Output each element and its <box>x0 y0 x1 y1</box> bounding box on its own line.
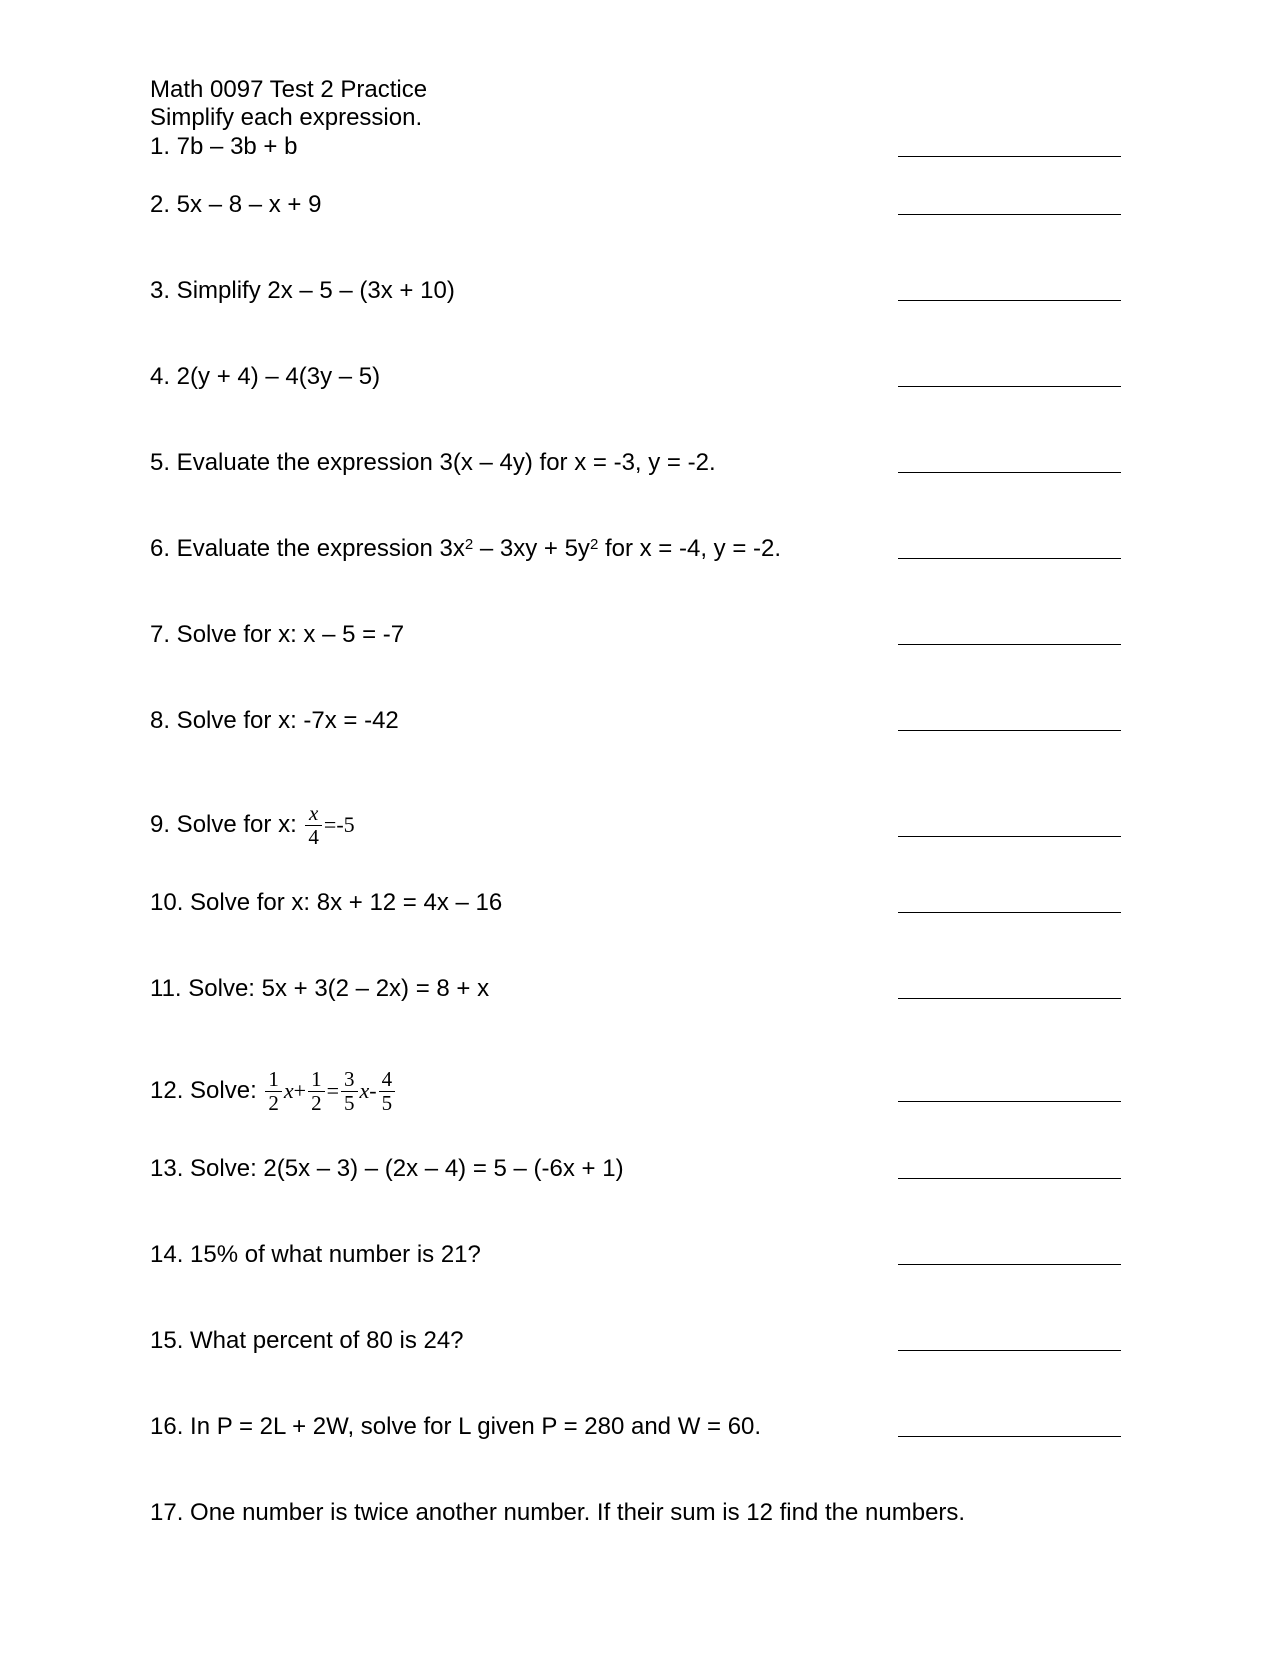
problem-12-fraction-2-numerator: 1 <box>308 1068 325 1092</box>
problem-12-fraction-1 <box>265 1068 282 1115</box>
answer-blank-12[interactable] <box>898 1101 1121 1102</box>
problem-12-fraction-3-denominator: 5 <box>344 1091 355 1115</box>
problem-12-fraction-4-denominator: 5 <box>381 1091 393 1115</box>
problem-13: 13. Solve: 2(5x – 3) – (2x – 4) = 5 – (-6x + 1) <box>150 1155 624 1182</box>
answer-blank-8[interactable] <box>898 730 1121 731</box>
problem-12-fraction-1-denominator: 2 <box>268 1091 279 1115</box>
problem-1: 1. 7b – 3b + b <box>150 133 298 160</box>
problem-6-text-a: 6. Evaluate the expression 3x <box>150 535 465 562</box>
problem-5: 5. Evaluate the expression 3(x – 4y) for x = -3, y = -2. <box>150 449 716 476</box>
problem-6-text-b: – 3xy + 5y <box>473 535 590 562</box>
answer-blank-5[interactable] <box>898 472 1121 473</box>
problem-12 <box>150 1068 397 1115</box>
problem-6 <box>150 535 781 563</box>
problem-8: 8. Solve for x: -7x = -42 <box>150 707 399 734</box>
problem-12-fraction-3 <box>341 1068 358 1115</box>
problem-9-rest: =-5 <box>323 811 355 837</box>
problem-12-fraction-4 <box>379 1068 396 1115</box>
problem-12-fraction-4-numerator: 4 <box>379 1068 396 1092</box>
answer-blank-1[interactable] <box>898 156 1121 157</box>
problem-9-prefix: 9. Solve for x: <box>150 810 304 838</box>
problem-15: 15. What percent of 80 is 24? <box>150 1327 464 1354</box>
answer-blank-10[interactable] <box>898 912 1121 913</box>
answer-blank-16[interactable] <box>898 1436 1121 1437</box>
problem-12-minus: - <box>369 1077 377 1103</box>
problem-12-fraction-2-denominator: 2 <box>311 1091 322 1115</box>
problem-6-exponent-2: 2 <box>589 536 599 553</box>
problem-12-variable-1: x <box>283 1077 294 1103</box>
problem-6-text-c: for x = -4, y = -2. <box>598 535 782 562</box>
worksheet-title: Math 0097 Test 2 Practice <box>150 76 428 103</box>
answer-blank-3[interactable] <box>898 300 1121 301</box>
problem-12-prefix: 12. Solve: <box>150 1076 264 1104</box>
answer-blank-2[interactable] <box>898 214 1121 215</box>
problem-3: 3. Simplify 2x – 5 – (3x + 10) <box>150 277 455 304</box>
problem-9-fraction-numerator: x <box>305 802 322 826</box>
problem-16: 16. In P = 2L + 2W, solve for L given P = 280 and W = 60. <box>150 1413 762 1440</box>
answer-blank-11[interactable] <box>898 998 1121 999</box>
problem-9-fraction-denominator: 4 <box>308 825 319 849</box>
problem-12-fraction-1-numerator: 1 <box>265 1068 282 1092</box>
problem-12-equals: = <box>326 1077 340 1103</box>
answer-blank-9[interactable] <box>898 836 1121 837</box>
instructions: Simplify each expression. <box>150 104 423 131</box>
answer-blank-13[interactable] <box>898 1178 1121 1179</box>
problem-12-fraction-3-numerator: 3 <box>341 1068 358 1092</box>
problem-9 <box>150 802 355 849</box>
answer-blank-4[interactable] <box>898 386 1121 387</box>
problem-9-fraction <box>305 802 322 849</box>
problem-6-exponent-1: 2 <box>464 536 474 553</box>
answer-blank-7[interactable] <box>898 644 1121 645</box>
problem-12-variable-2: x <box>359 1077 370 1103</box>
problem-2: 2. 5x – 8 – x + 9 <box>150 191 322 218</box>
problem-11: 11. Solve: 5x + 3(2 – 2x) = 8 + x <box>150 975 490 1002</box>
answer-blank-14[interactable] <box>898 1264 1121 1265</box>
answer-blank-6[interactable] <box>898 558 1121 559</box>
problem-12-fraction-2 <box>308 1068 325 1115</box>
problem-7: 7. Solve for x: x – 5 = -7 <box>150 621 405 648</box>
problem-14: 14. 15% of what number is 21? <box>150 1241 481 1268</box>
answer-blank-15[interactable] <box>898 1350 1121 1351</box>
problem-10: 10. Solve for x: 8x + 12 = 4x – 16 <box>150 889 503 916</box>
problem-17: 17. One number is twice another number. If their sum is 12 find the numbers. <box>150 1499 966 1526</box>
problem-4: 4. 2(y + 4) – 4(3y – 5) <box>150 363 381 390</box>
problem-12-plus: + <box>293 1077 307 1103</box>
